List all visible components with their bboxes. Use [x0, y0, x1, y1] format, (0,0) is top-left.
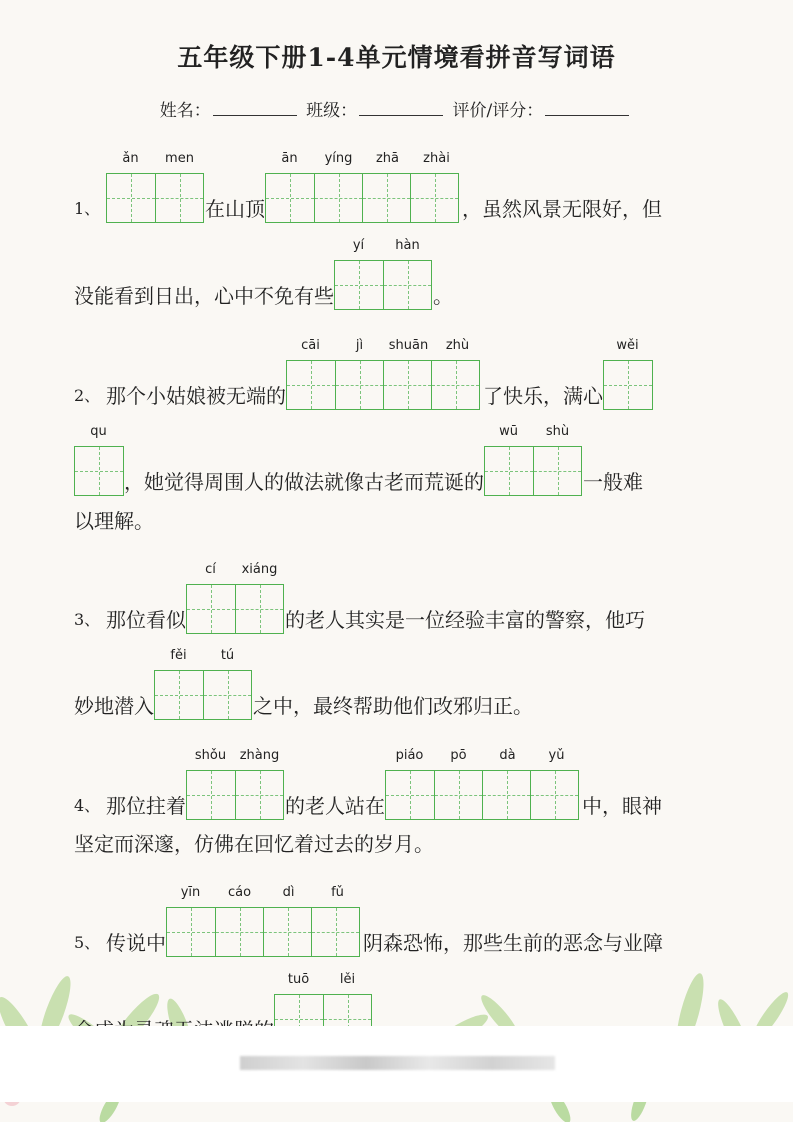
- writing-cell[interactable]: [155, 174, 203, 222]
- pinyin-label: fǔ: [331, 885, 344, 900]
- writing-cell[interactable]: [434, 771, 482, 819]
- writing-cell[interactable]: [215, 908, 263, 956]
- question-number: 2、: [74, 386, 101, 405]
- writing-cell[interactable]: [530, 771, 578, 819]
- sentence-text: 。: [433, 284, 453, 308]
- score-blank[interactable]: [545, 101, 629, 116]
- pinyin-label: ān: [281, 151, 298, 166]
- pinyin-label: cí: [205, 562, 216, 577]
- writing-cell[interactable]: [311, 908, 359, 956]
- answer-grid[interactable]: [286, 360, 480, 410]
- pinyin-label: yí: [352, 238, 365, 253]
- writing-cell[interactable]: [383, 361, 431, 409]
- class-label: 班级：: [306, 101, 358, 121]
- pinyin-label: wěi: [616, 338, 639, 353]
- pinyin-label: tú: [220, 648, 235, 663]
- writing-cell[interactable]: [287, 361, 335, 409]
- pinyin-label: hàn: [395, 238, 420, 253]
- writing-cell[interactable]: [203, 671, 251, 719]
- pinyin-label: dà: [499, 748, 516, 763]
- writing-cell[interactable]: [604, 361, 652, 409]
- writing-cell[interactable]: [362, 174, 410, 222]
- question-number: 3、: [74, 610, 101, 629]
- writing-cell[interactable]: [235, 585, 283, 633]
- writing-cell[interactable]: [155, 671, 203, 719]
- blurred-footer-text: [240, 1056, 555, 1070]
- answer-grid[interactable]: [186, 770, 284, 820]
- writing-cell[interactable]: [386, 771, 434, 819]
- writing-cell[interactable]: [167, 908, 215, 956]
- writing-cell[interactable]: [533, 447, 581, 495]
- writing-cell[interactable]: [383, 261, 431, 309]
- question-number: 5、: [74, 933, 101, 952]
- pinyin-label: zhài: [423, 151, 450, 166]
- writing-cell[interactable]: [482, 771, 530, 819]
- answer-grid[interactable]: [74, 446, 124, 496]
- sentence-text: 传说中: [106, 931, 166, 955]
- sentence-text: 在山顶: [205, 197, 265, 221]
- sentence-text: 一般难: [583, 470, 643, 494]
- sentence-text: 的老人其实是一位经验丰富的警察，他巧: [285, 608, 645, 632]
- class-blank[interactable]: [359, 101, 443, 116]
- pinyin-label: yīn: [180, 885, 201, 900]
- pinyin-label: xiáng: [241, 562, 278, 577]
- pinyin-label: shuān: [388, 338, 429, 353]
- sentence-text: ，虽然风景无限好，但: [462, 197, 662, 221]
- answer-grid[interactable]: [106, 173, 204, 223]
- name-label: 姓名：: [159, 101, 211, 121]
- writing-cell[interactable]: [410, 174, 458, 222]
- answer-grid[interactable]: [603, 360, 653, 410]
- sentence-text: 的老人站在: [285, 794, 385, 818]
- sentence-text: 没能看到日出，心中不免有些: [74, 284, 334, 308]
- sentence-text: 坚定而深邃，仿佛在回忆着过去的岁月。: [74, 832, 434, 856]
- answer-grid[interactable]: [265, 173, 459, 223]
- pinyin-label: lěi: [339, 972, 356, 987]
- name-blank[interactable]: [213, 101, 297, 116]
- pinyin-label: piáo: [395, 748, 424, 763]
- pinyin-label: shù: [545, 424, 570, 439]
- pinyin-label: cāi: [301, 338, 320, 353]
- answer-grid[interactable]: [484, 446, 582, 496]
- sentence-text: 那位看似: [106, 608, 186, 632]
- pinyin-label: zhù: [445, 338, 470, 353]
- sentence-text: 妙地潜入: [74, 694, 154, 718]
- pinyin-label: zhàng: [239, 748, 280, 763]
- pinyin-label: ǎn: [122, 151, 139, 166]
- writing-cell[interactable]: [187, 771, 235, 819]
- pinyin-label: fěi: [170, 648, 187, 663]
- pinyin-label: jì: [355, 338, 364, 353]
- pinyin-label: wū: [499, 424, 518, 439]
- sentence-text: 了快乐，满心: [483, 384, 603, 408]
- writing-cell[interactable]: [485, 447, 533, 495]
- writing-cell[interactable]: [75, 447, 123, 495]
- answer-grid[interactable]: [154, 670, 252, 720]
- writing-cell[interactable]: [235, 771, 283, 819]
- sentence-text: 以理解。: [74, 509, 154, 533]
- pinyin-label: dì: [282, 885, 295, 900]
- writing-cell[interactable]: [335, 261, 383, 309]
- score-label: 评价/评分：: [452, 101, 544, 121]
- writing-cell[interactable]: [187, 585, 235, 633]
- student-info-line: [0, 96, 793, 121]
- answer-grid[interactable]: [166, 907, 360, 957]
- sentence-text: 那位拄着: [106, 794, 186, 818]
- question-number: 1、: [74, 199, 101, 218]
- pinyin-label: zhā: [375, 151, 400, 166]
- sentence-text: 阴森恐怖，那些生前的恶念与业障: [363, 931, 663, 955]
- answer-grid[interactable]: [334, 260, 432, 310]
- writing-cell[interactable]: [266, 174, 314, 222]
- question-number: 4、: [74, 796, 101, 815]
- sentence-text: ，她觉得周围人的做法就像古老而荒诞的: [124, 470, 484, 494]
- pinyin-label: pō: [450, 748, 467, 763]
- answer-grid[interactable]: [186, 584, 284, 634]
- pinyin-label: qu: [90, 424, 107, 439]
- answer-grid[interactable]: [385, 770, 579, 820]
- pinyin-label: yǔ: [548, 748, 565, 763]
- pinyin-label: tuō: [287, 972, 310, 987]
- sentence-text: 之中，最终帮助他们改邪归正。: [253, 694, 533, 718]
- writing-cell[interactable]: [314, 174, 362, 222]
- page-title: 五年级下册1-4单元情境看拼音写词语: [177, 43, 616, 72]
- pinyin-label: shǒu: [194, 748, 227, 763]
- sentence-text: 那个小姑娘被无端的: [106, 384, 286, 408]
- writing-cell[interactable]: [107, 174, 155, 222]
- pinyin-label: men: [165, 151, 194, 166]
- pinyin-label: yíng: [324, 151, 353, 166]
- sentence-text: 中，眼神: [582, 794, 662, 818]
- writing-cell[interactable]: [335, 361, 383, 409]
- writing-cell[interactable]: [431, 361, 479, 409]
- writing-cell[interactable]: [263, 908, 311, 956]
- pinyin-label: cáo: [227, 885, 252, 900]
